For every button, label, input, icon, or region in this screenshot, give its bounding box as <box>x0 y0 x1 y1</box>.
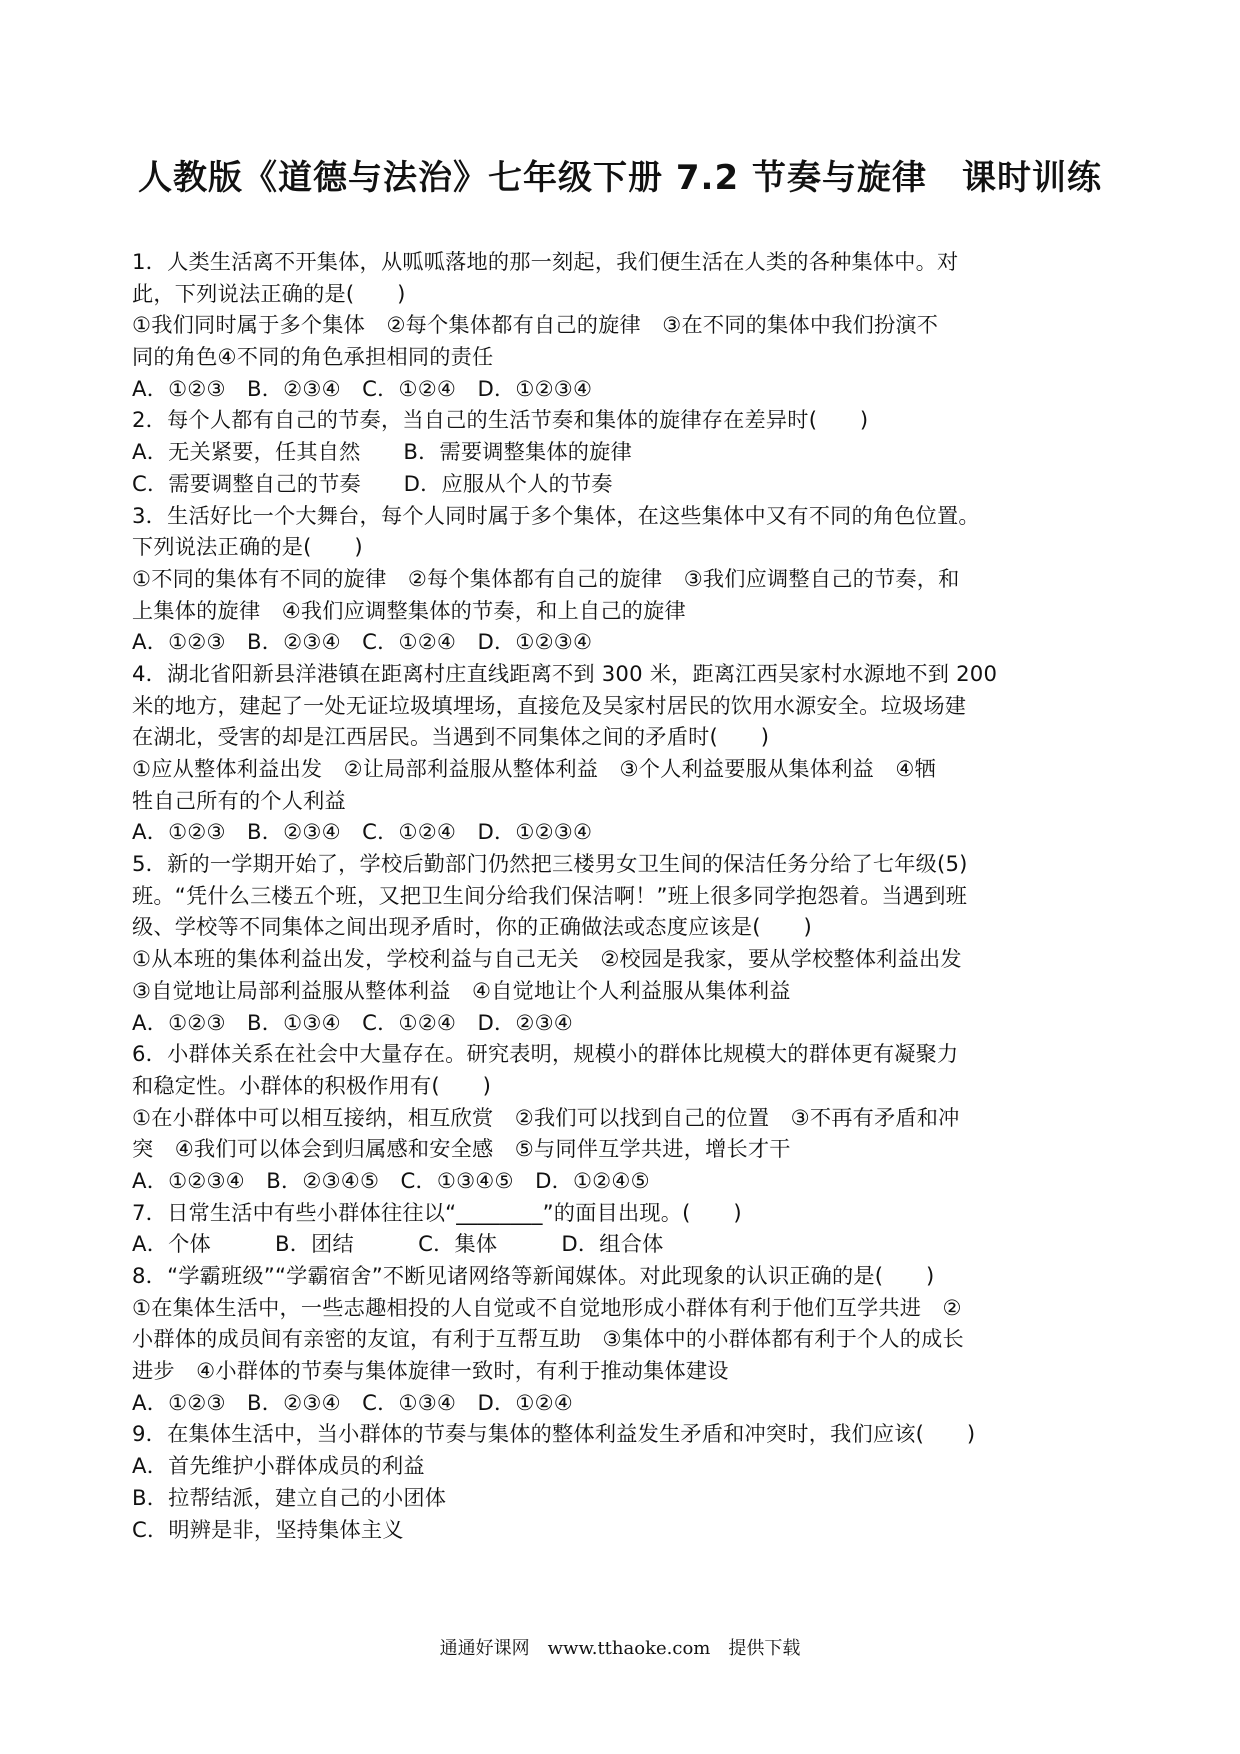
text-line: 小群体的成员间有亲密的友谊，有利于互帮互助 ③集体中的小群体都有利于个人的成长 <box>132 1326 964 1352</box>
text-line: A．①②③ B．②③④ C．①②④ D．①②③④ <box>132 819 593 845</box>
text-line: C．明辨是非，坚持集体主义 <box>132 1516 404 1542</box>
text-line: A．无关紧要，任其自然 B．需要调整集体的旋律 <box>132 439 632 465</box>
text-line: 5．新的一学期开始了，学校后勤部门仍然把三楼男女卫生间的保洁任务分给了七年级(5) <box>132 851 968 877</box>
text-line: A．①②③ B．①③④ C．①②④ D．②③④ <box>132 1009 573 1035</box>
text-line: 1．人类生活离不开集体，从呱呱落地的那一刻起，我们便生活在人类的各种集体中。对 <box>132 249 959 274</box>
text-line: ①在集体生活中，一些志趣相投的人自觉或不自觉地形成小群体有利于他们互学共进 ② <box>132 1294 962 1320</box>
text-line: 下列说法正确的是( ) <box>132 534 363 560</box>
text-line: ①在小群体中可以相互接纳，相互欣赏 ②我们可以找到自己的位置 ③不再有矛盾和冲 <box>132 1104 960 1130</box>
text-line: ①我们同时属于多个集体 ②每个集体都有自己的旋律 ③在不同的集体中我们扮演不 <box>132 312 939 338</box>
text-line: 班。“凭什么三楼五个班，又把卫生间分给我们保洁啊！”班上很多同学抱怨着。当遇到班 <box>132 882 968 908</box>
text-line: 4．湖北省阳新县洋港镇在距离村庄直线距离不到 300 米，距离江西吴家村水源地不到 200 <box>132 660 998 686</box>
text-line: A．首先维护小群体成员的利益 <box>132 1453 425 1479</box>
text-line: A．①②③ B．②③④ C．①②④ D．①②③④ <box>132 629 593 655</box>
text-line: C．需要调整自己的节奏 D．应服从个人的节奏 <box>132 470 613 496</box>
text-line: ①不同的集体有不同的旋律 ②每个集体都有自己的旋律 ③我们应调整自己的节奏，和 <box>132 565 960 591</box>
page-title: 人教版《道德与法治》七年级下册 7.2 节奏与旋律 课时训练 <box>138 158 1102 198</box>
text-line: 上集体的旋律 ④我们应调整集体的节奏，和上自己的旋律 <box>132 597 686 623</box>
text-line: 6．小群体关系在社会中大量存在。研究表明，规模小的群体比规模大的群体更有凝聚力 <box>132 1041 959 1067</box>
text-line: 级、学校等不同集体之间出现矛盾时，你的正确做法或态度应该是( ) <box>132 914 812 940</box>
text-line: 3．生活好比一个大舞台，每个人同时属于多个集体，在这些集体中又有不同的角色位置。 <box>132 502 980 528</box>
text-line: A．①②③ B．②③④ C．①②④ D．①②③④ <box>132 375 593 401</box>
text-line: 米的地方，建起了一处无证垃圾填埋场，直接危及吴家村居民的饮用水源安全。垃圾场建 <box>132 692 967 718</box>
text-line: 9．在集体生活中，当小群体的节奏与集体的整体利益发生矛盾和冲突时，我们应该( ) <box>132 1421 976 1447</box>
text-line: ③自觉地让局部利益服从整体利益 ④自觉地让个人利益服从集体利益 <box>132 977 791 1003</box>
text-line: 8．“学霸班级”“学霸宿舍”不断见诸网络等新闻媒体。对此现象的认识正确的是( ) <box>132 1263 935 1288</box>
footer-credit: 通通好课网 www.tthaoke.com 提供下载 <box>439 1638 801 1659</box>
text-line: 2．每个人都有自己的节奏，当自己的生活节奏和集体的旋律存在差异时( ) <box>132 407 869 433</box>
text-line: A．①②③ B．②③④ C．①③④ D．①②④ <box>132 1389 573 1415</box>
text-line: 在湖北，受害的却是江西居民。当遇到不同集体之间的矛盾时( ) <box>132 724 770 750</box>
text-line: 突 ④我们可以体会到归属感和安全感 ⑤与同伴互学共进，增长才干 <box>132 1136 791 1162</box>
text-line: 7．日常生活中有些小群体往往以“________”的面目出现。( ) <box>132 1199 742 1225</box>
text-line: ①从本班的集体利益出发，学校利益与自己无关 ②校园是我家，要从学校整体利益出发 <box>132 946 962 972</box>
text-line: 牲自己所有的个人利益 <box>132 787 346 813</box>
text-line: A．①②③④ B．②③④⑤ C．①③④⑤ D．①②④⑤ <box>132 1167 650 1193</box>
text-line: 此，下列说法正确的是( ) <box>132 280 406 306</box>
text-line: ①应从整体利益出发 ②让局部利益服从整体利益 ③个人利益要服从集体利益 ④牺 <box>132 756 936 781</box>
text-line: B．拉帮结派，建立自己的小团体 <box>132 1484 447 1510</box>
text-line: 和稳定性。小群体的积极作用有( ) <box>132 1072 492 1098</box>
text-line: 进步 ④小群体的节奏与集体旋律一致时，有利于推动集体建设 <box>132 1358 729 1384</box>
text-line: 同的角色④不同的角色承担相同的责任 <box>132 344 494 370</box>
question-text <box>132 246 1112 1545</box>
text-line: A．个体 B．团结 C．集体 D．组合体 <box>132 1231 664 1257</box>
